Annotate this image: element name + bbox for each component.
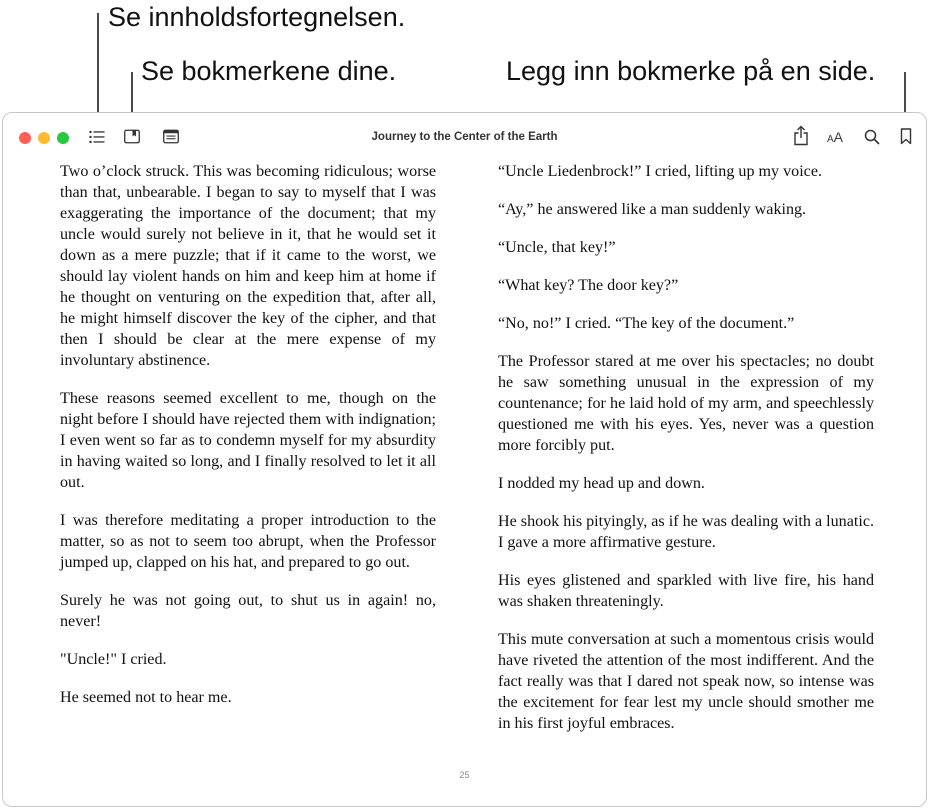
callout-toc: Se innholdsfortegnelsen. bbox=[108, 2, 406, 32]
text-size-small-label: A bbox=[827, 134, 834, 145]
search-icon[interactable] bbox=[864, 129, 880, 145]
paragraph: “No, no!” I cried. “The key of the document.” bbox=[498, 315, 795, 332]
share-icon[interactable] bbox=[793, 125, 809, 146]
text-size-icon[interactable] bbox=[827, 129, 843, 147]
paragraph: Surely he was not going out, to shut us in again! no, never! bbox=[60, 592, 436, 630]
left-page-text bbox=[60, 161, 436, 725]
paragraph: “What key? The door key?” bbox=[498, 277, 679, 294]
paragraph: "Uncle!" I cried. bbox=[60, 651, 167, 668]
text-size-large-label: A bbox=[833, 129, 844, 145]
callout-leader-toc bbox=[97, 13, 99, 124]
paragraph: “Uncle Liedenbrock!” I cried, lifting up my voice. bbox=[498, 163, 822, 180]
paragraph: He seemed not to hear me. bbox=[60, 689, 232, 706]
page-number: 25 bbox=[459, 770, 470, 780]
paragraph: “Ay,” he answered like a man suddenly waking. bbox=[498, 201, 807, 218]
paragraph: The Professor stared at me over his spectacles; no doubt he saw something unusual in the expression of my countenance; for he laid hold of my arm, and speechlessly questioned me with his eyes. Yes, never was a question more forcibly put. bbox=[498, 353, 874, 454]
paragraph: I was therefore meditating a proper introduction to the matter, so as not to seem too abrupt, when the Professor jumped up, clapped on his hat, and prepared to go out. bbox=[60, 512, 436, 571]
right-page-text bbox=[498, 161, 874, 751]
paragraph: Two o’clock struck. This was becoming ridiculous; worse than that, unbearable. I began to say to myself that I was exaggerating the importance of the document; that my uncle would surely not believe in it, that he would set it down as a mere puzzle; that if it came to the worst, we should lay violent hands on him and keep him at home if he thought on venturing on the expedition that, after all, he might himself discover the key of the cipher, and that then I should be clear at the mere expense of my involuntary abstinence. bbox=[60, 163, 436, 369]
paragraph: I nodded my head up and down. bbox=[498, 475, 705, 492]
bookmark-icon[interactable] bbox=[900, 128, 912, 145]
paragraph: This mute conversation at such a momentous crisis would have riveted the attention of the most indifferent. And the fact really was that I dared not speak now, so intense was the excitement for fear lest my uncle should smother me in his first joyful embraces. bbox=[498, 631, 874, 732]
callout-bookmarks: Se bokmerkene dine. bbox=[141, 56, 397, 86]
book-window bbox=[2, 112, 927, 807]
paragraph: He shook his pityingly, as if he was dealing with a lunatic. I gave a more affirmative gesture. bbox=[498, 513, 874, 551]
paragraph: “Uncle, that key!” bbox=[498, 239, 616, 256]
paragraph: These reasons seemed excellent to me, though on the night before I should have rejected them with indignation; I even went so far as to condemn myself for my absurdity in having waited so long, and I finally resolved to let it all out. bbox=[60, 390, 436, 491]
paragraph: His eyes glistened and sparkled with live fire, his hand was shaken threateningly. bbox=[498, 572, 874, 610]
callout-add-bookmark: Legg inn bokmerke på en side. bbox=[506, 56, 876, 86]
book-title: Journey to the Center of the Earth bbox=[371, 131, 558, 143]
